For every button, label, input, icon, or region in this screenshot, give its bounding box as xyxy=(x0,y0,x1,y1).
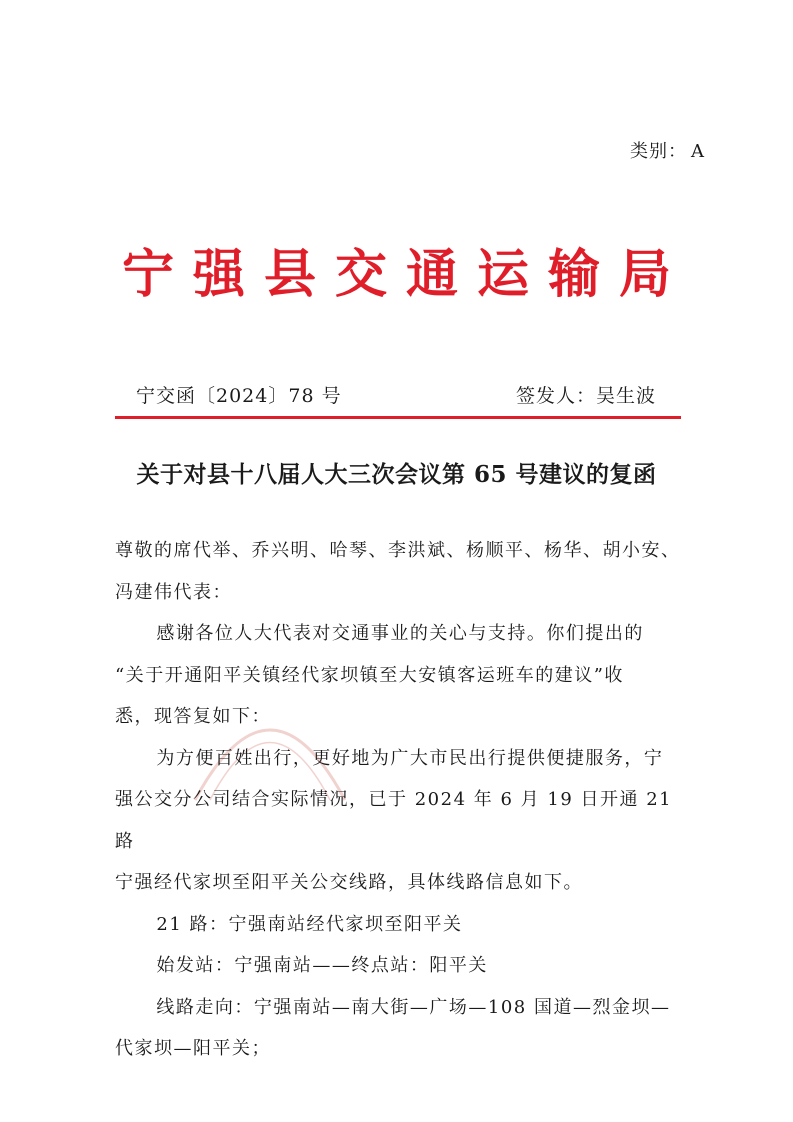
paragraph-line: 强公交分公司结合实际情况，已于 2024 年 6 月 19 日开通 21 路 xyxy=(115,789,673,852)
route-terminals: 始发站：宁强南站——终点站：阳平关 xyxy=(156,955,488,976)
route-path-line: 线路走向：宁强南站—南大街—广场—108 国道—烈金坝— xyxy=(156,996,671,1018)
document-subject: 关于对县十八届人大三次会议第 65 号建议的复函 xyxy=(136,461,657,488)
paragraph-line: “关于开通阳平关镇经代家坝镇至大安镇客运班车的建议”收 xyxy=(115,664,624,686)
document-number: 宁交函〔2024〕78 号 xyxy=(136,385,342,407)
category-line xyxy=(630,137,705,163)
salutation-line: 冯建伟代表： xyxy=(115,581,232,603)
paragraph-line: 悉，现答复如下： xyxy=(115,706,271,727)
document-body xyxy=(115,530,693,1070)
route-path-line: 代家坝—阳平关； xyxy=(115,1038,271,1059)
paragraph-line: 为方便百姓出行，更好地为广大市民出行提供便捷服务，宁 xyxy=(156,747,664,769)
salutation-line: 尊敬的席代举、乔兴明、哈琴、李洪斌、杨顺平、杨华、胡小安、 xyxy=(115,540,681,561)
red-divider-line xyxy=(115,416,681,419)
paragraph-line: 宁强经代家坝至阳平关公交线路，具体线路信息如下。 xyxy=(115,872,583,893)
route-name: 21 路：宁强南站经代家坝至阳平关 xyxy=(156,913,463,935)
category-value: A xyxy=(691,141,705,162)
category-label: 类别： xyxy=(630,141,687,162)
signer: 签发人：吴生波 xyxy=(515,385,656,407)
paragraph-line: 感谢各位人大代表对交通事业的关心与支持。你们提出的 xyxy=(156,623,644,644)
agency-name-heading: 宁强县交通运输局 xyxy=(121,244,690,305)
